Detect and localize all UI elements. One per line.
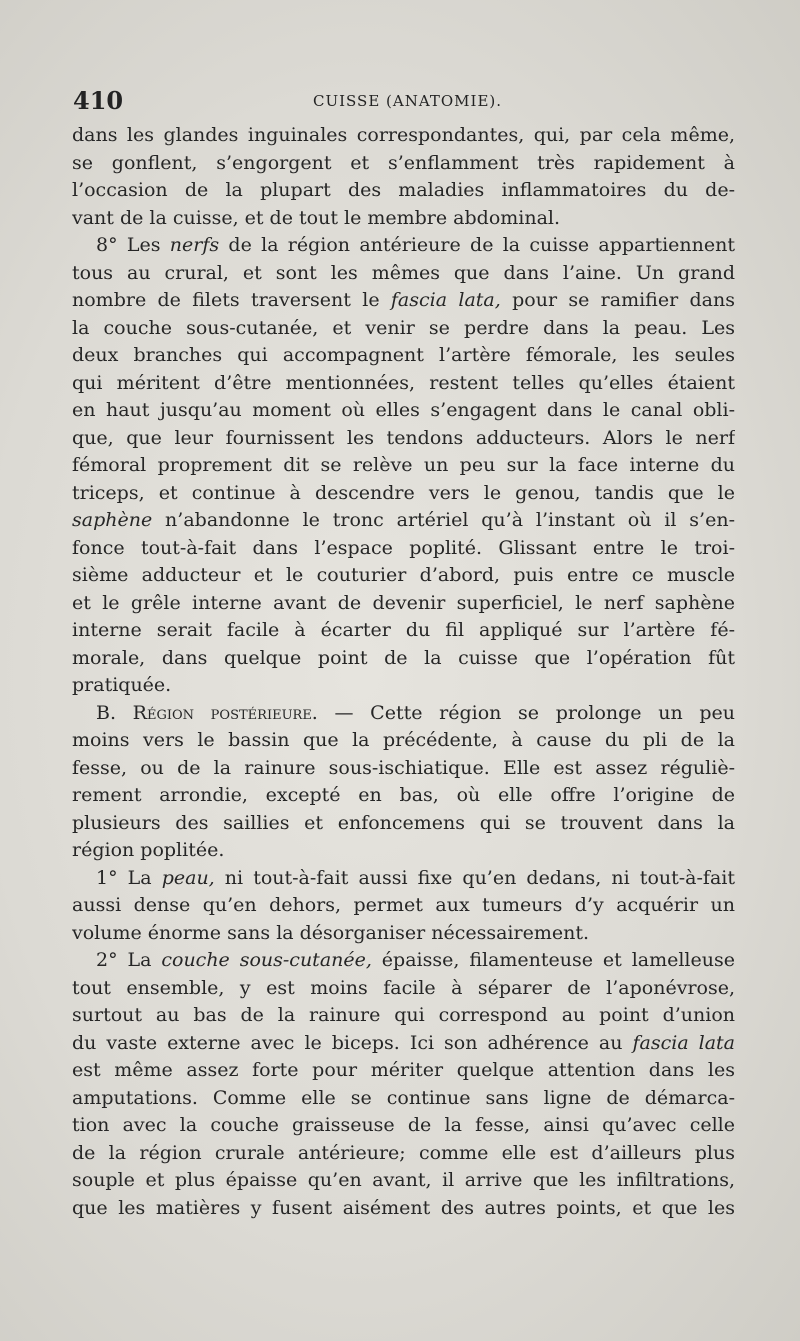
text-span: qui méritent d’être mentionnées, restent telles qu’elles étaient — [72, 371, 735, 394]
text-line — [72, 727, 735, 755]
text-span: se gonflent, s’engorgent et s’enflamment très rapidement à — [72, 151, 735, 174]
italic-text: fascia lata, — [390, 289, 501, 311]
text-line — [72, 205, 735, 233]
text-span: est même assez forte pour mériter quelque attention dans les — [72, 1059, 735, 1081]
page-number: 410 — [73, 86, 124, 115]
text-span: amputations. Comme elle se continue sans ligne de démarca- — [72, 1086, 735, 1109]
page-header — [73, 86, 728, 116]
text-line — [72, 1002, 735, 1030]
text-span: de la région crurale antérieure; comme elle est d’ailleurs plus — [72, 1141, 735, 1164]
text-line — [72, 755, 735, 783]
text-line — [72, 397, 735, 425]
text-line — [72, 452, 735, 480]
text-line — [72, 1030, 735, 1058]
text-span: fesse, ou de la rainure sous-ischiatique. Elle est assez réguliè- — [72, 756, 735, 779]
text-line — [72, 315, 735, 343]
text-line — [72, 287, 735, 315]
text-line — [72, 892, 735, 920]
text-line — [72, 920, 735, 948]
text-span: n’abandonne le tronc artériel qu’à l’instant où il s’en- — [152, 509, 735, 531]
italic-text: nerfs — [169, 234, 220, 256]
text-span: volume énorme sans la désorganiser nécessairement. — [72, 921, 590, 944]
text-line — [72, 425, 735, 453]
text-span: souple et plus épaisse qu’en avant, il arrive que les infiltrations, — [72, 1169, 735, 1191]
text-span: fémoral proprement dit se relève un peu sur la face interne du — [72, 454, 735, 476]
italic-text: peau, — [161, 866, 215, 889]
text-line — [72, 1085, 735, 1113]
text-span: ni tout-à-fait aussi fixe qu’en dedans, ni tout-à-fait — [214, 866, 735, 889]
text-line — [72, 1195, 735, 1223]
body-text — [72, 122, 735, 1222]
text-span: B. — [96, 701, 133, 724]
text-span: pour se ramifier dans — [500, 289, 735, 311]
text-line — [72, 260, 735, 288]
text-span: du vaste externe avec le biceps. Ici son adhérence au — [72, 1031, 633, 1054]
text-line — [72, 370, 735, 398]
text-span: sième adducteur et le couturier d’abord, puis entre ce muscle — [72, 564, 735, 586]
text-span: surtout au bas de la rainure qui correspond au point d’union — [72, 1004, 735, 1026]
text-span: deux branches qui accompagnent l’artère fémorale, les seules — [72, 344, 735, 366]
text-line — [72, 562, 735, 590]
text-line — [72, 150, 735, 178]
text-line — [72, 342, 735, 370]
text-line — [72, 947, 735, 975]
text-span: pratiquée. — [72, 674, 172, 696]
text-line — [72, 1167, 735, 1195]
text-span: dans les glandes inguinales correspondantes, qui, par cela même, — [72, 124, 735, 146]
text-span: interne serait facile à écarter du fil appliqué sur l’artère fé- — [72, 619, 735, 641]
text-span: morale, dans quelque point de la cuisse que l’opération fût — [72, 646, 735, 669]
text-line — [72, 837, 735, 865]
text-span: de la région antérieure de la cuisse appartiennent — [219, 234, 735, 256]
text-span: moins vers le bassin que la précédente, à cause du pli de la — [72, 729, 735, 751]
text-line — [72, 672, 735, 700]
text-line — [72, 1057, 735, 1085]
text-span: tion avec la couche graisseuse de la fesse, ainsi qu’avec celle — [72, 1114, 735, 1136]
text-line — [72, 645, 735, 673]
text-line — [72, 480, 735, 508]
text-line — [72, 700, 735, 728]
text-line — [72, 1140, 735, 1168]
italic-text: couche sous-cutanée, — [161, 949, 372, 971]
text-span: région poplitée. — [72, 839, 225, 861]
text-line — [72, 975, 735, 1003]
text-line — [72, 810, 735, 838]
text-span: l’occasion de la plupart des maladies inflammatoires du de- — [72, 179, 735, 201]
text-span: et le grêle interne avant de devenir superficiel, le nerf saphène — [72, 591, 735, 614]
text-line — [72, 590, 735, 618]
running-head: CUISSE (ANATOMIE). — [313, 92, 503, 110]
text-span: 8° Les — [96, 234, 170, 256]
text-line — [72, 122, 735, 150]
text-line — [72, 782, 735, 810]
small-caps-heading: Région postérieure. — [132, 701, 318, 724]
text-span: vant de la cuisse, et de tout le membre abdominal. — [72, 206, 561, 229]
text-span: nombre de filets traversent le — [72, 289, 391, 311]
text-line — [72, 507, 735, 535]
text-span: fonce tout-à-fait dans l’espace poplité. Glissant entre le troi- — [72, 536, 735, 559]
text-span: que, que leur fournissent les tendons adducteurs. Alors le nerf — [72, 426, 735, 449]
text-line — [72, 617, 735, 645]
text-span: la couche sous-cutanée, et venir se perdre dans la peau. Les — [72, 316, 735, 339]
text-span: rement arrondie, excepté en bas, où elle offre l’origine de — [72, 784, 735, 806]
text-span: aussi dense qu’en dehors, permet aux tumeurs d’y acquérir un — [72, 894, 735, 916]
text-line — [72, 177, 735, 205]
text-span: 2° La — [96, 949, 162, 971]
text-span: tous au crural, et sont les mêmes que dans l’aine. Un grand — [72, 261, 735, 284]
italic-text: fascia lata — [632, 1031, 735, 1054]
text-line — [72, 865, 735, 893]
text-span: que les matières y fusent aisément des autres points, et que les — [72, 1196, 735, 1219]
text-line — [72, 1112, 735, 1140]
text-span: épaisse, filamenteuse et lamelleuse — [371, 949, 735, 971]
text-span: — Cette région se prolonge un peu — [317, 701, 735, 724]
text-line — [72, 535, 735, 563]
text-span: triceps, et continue à descendre vers le genou, tandis que le — [72, 481, 735, 504]
text-span: plusieurs des saillies et enfoncemens qui se trouvent dans la — [72, 811, 735, 834]
text-span: 1° La — [96, 866, 162, 889]
text-span: tout ensemble, y est moins facile à séparer de l’aponévrose, — [72, 976, 735, 999]
italic-text: saphène — [72, 509, 153, 531]
text-line — [72, 232, 735, 260]
text-span: en haut jusqu’au moment où elles s’engagent dans le canal obli- — [72, 399, 735, 421]
